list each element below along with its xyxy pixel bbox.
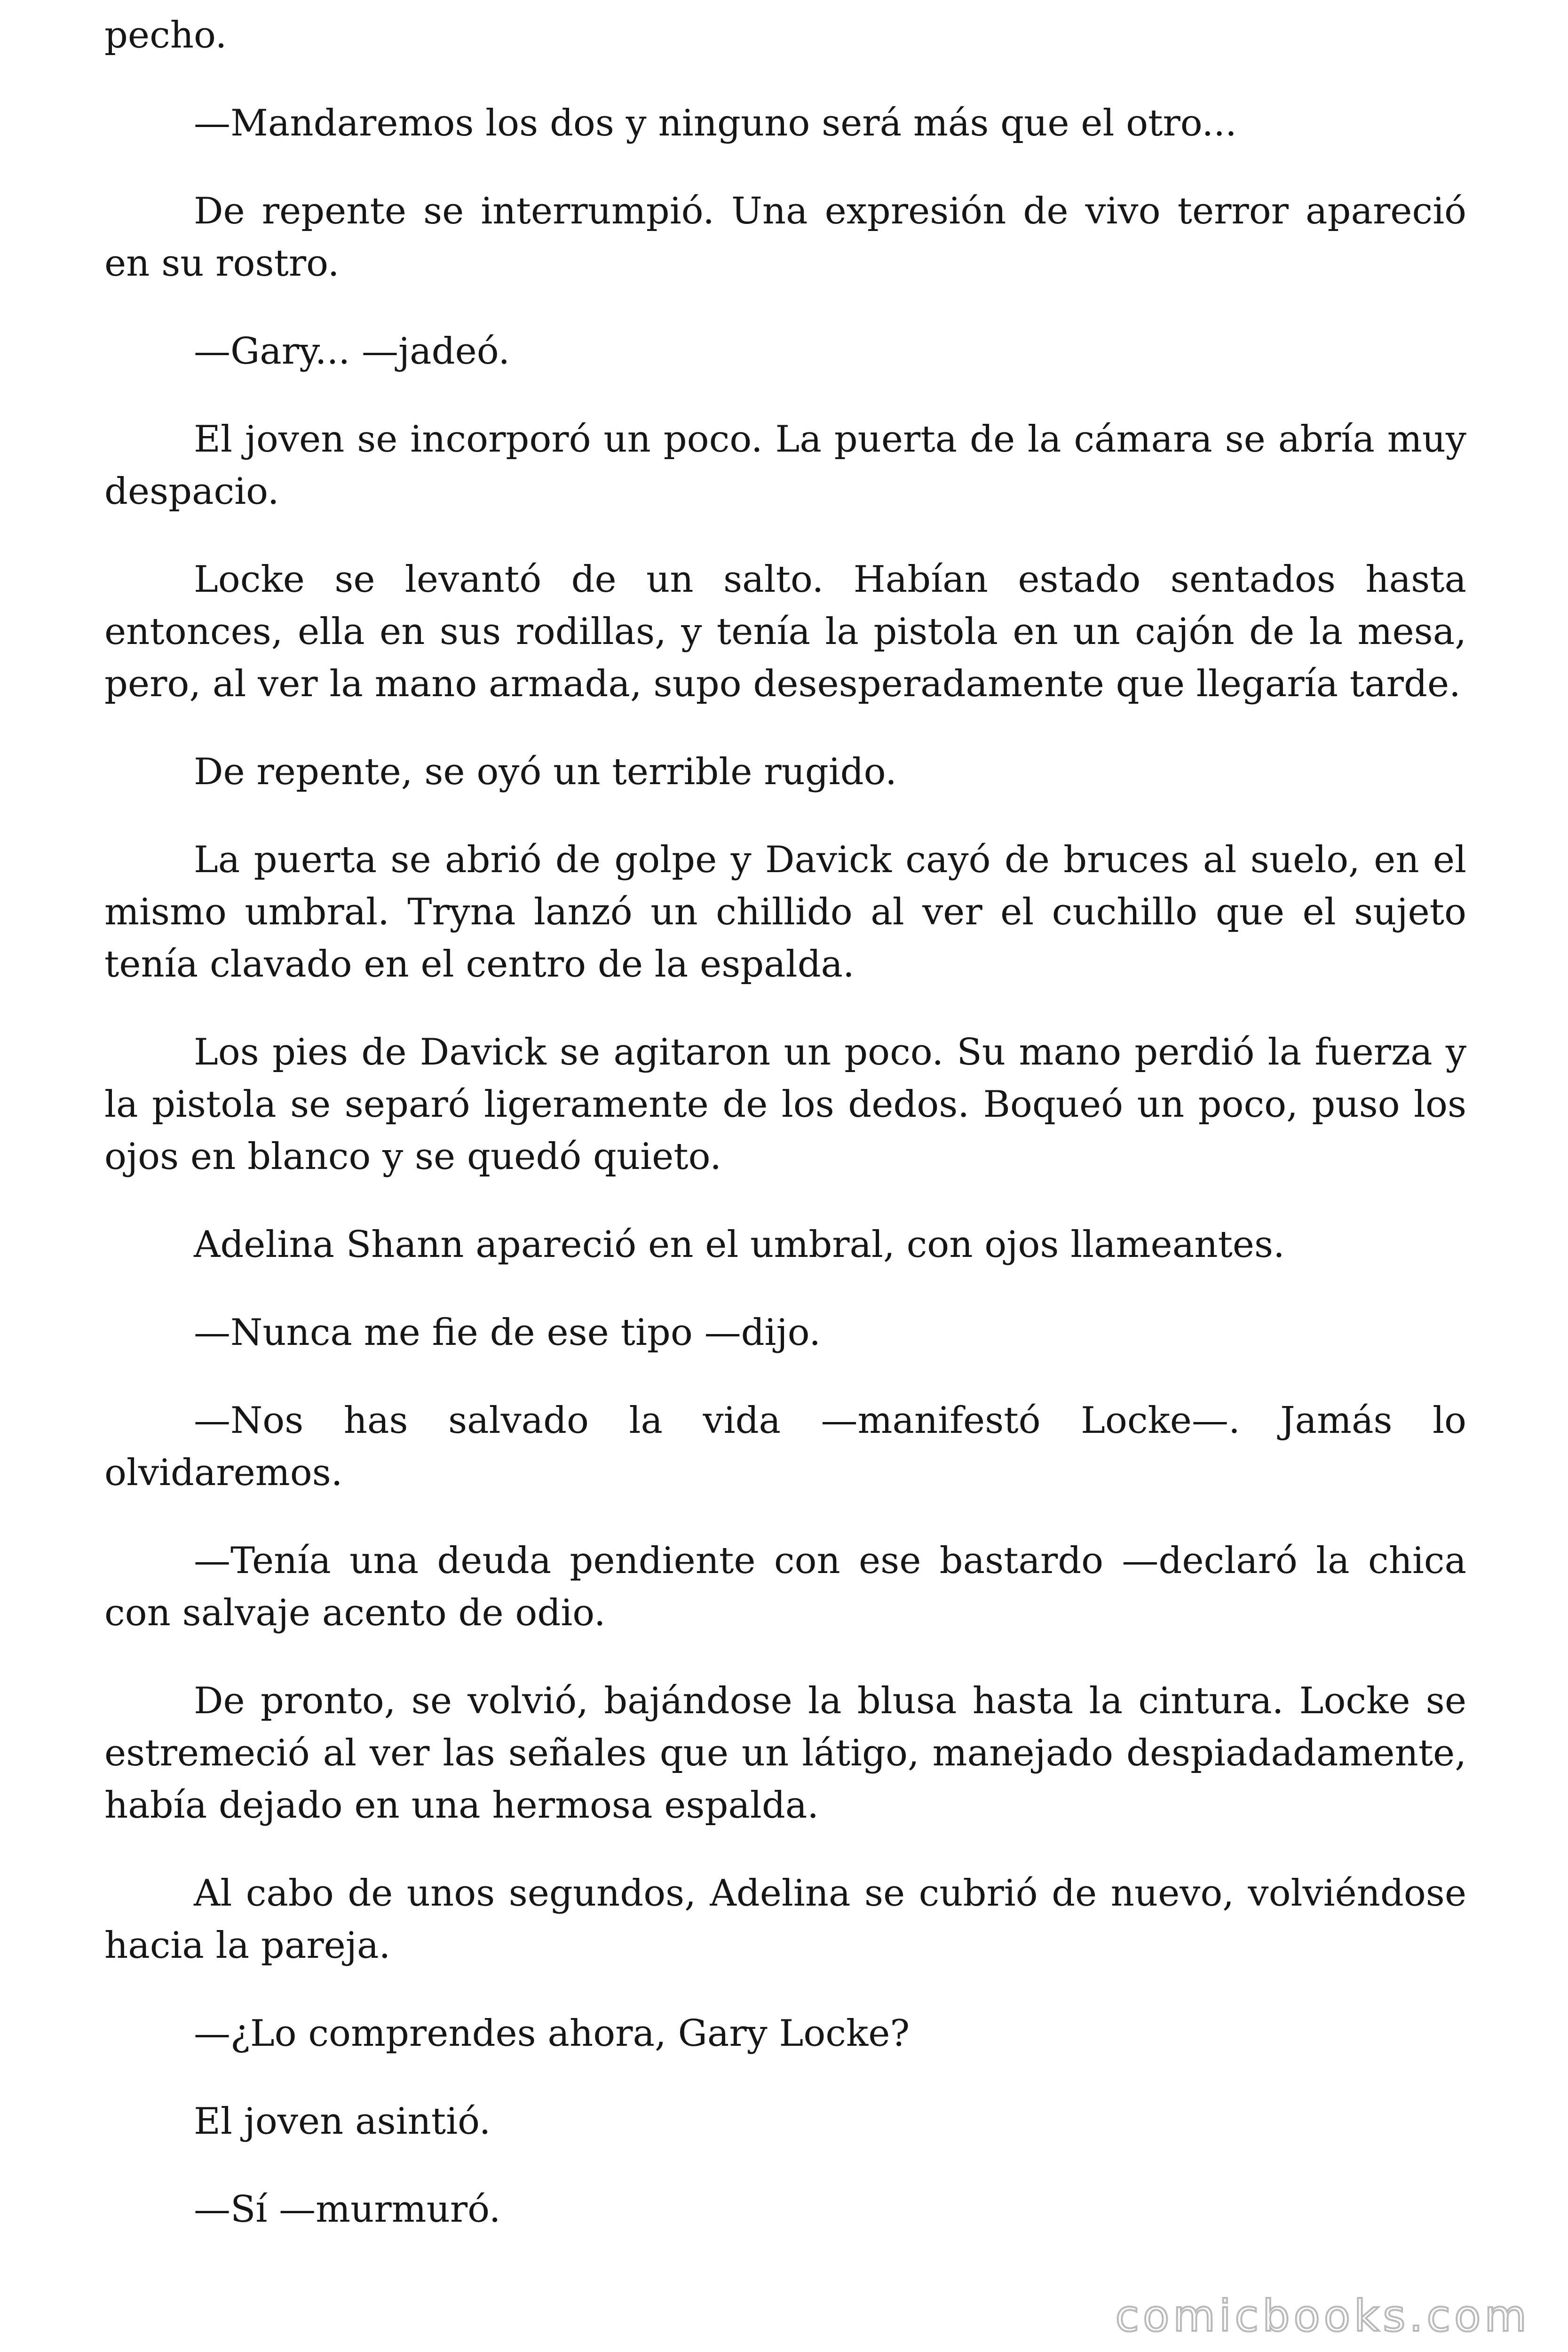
paragraph: Locke se levantó de un salto. Habían estado sentados hasta entonces, ella en sus rodillas, y tenía la pistola en un cajón de la mesa, pero, al ver la mano armada, supo desesperadamente que llegaría tarde.: [104, 558, 1466, 705]
paragraph: El joven se incorporó un poco. La puerta de la cámara se abría muy despacio.: [104, 418, 1466, 513]
page-body: [104, 9, 1466, 2236]
paragraph: Los pies de Davick se agitaron un poco. Su mano perdió la fuerza y la pistola se separó ligeramente de los dedos. Boqueó un poco, puso los ojos en blanco y se quedó quieto.: [104, 1031, 1466, 1178]
paragraph: La puerta se abrió de golpe y Davick cayó de bruces al suelo, en el mismo umbral. Tryna lanzó un chillido al ver el cuchillo que el sujeto tenía clavado en el centro de la espalda.: [104, 839, 1466, 985]
paragraph: —Nos has salvado la vida —manifestó Locke—. Jamás lo olvidaremos.: [104, 1399, 1466, 1494]
paragraph: De repente, se oyó un terrible rugido.: [194, 751, 897, 793]
paragraph-continuation: pecho.: [104, 14, 227, 56]
paragraph: —Nunca me fie de ese tipo —dijo.: [194, 1311, 821, 1354]
paragraph: —Tenía una deuda pendiente con ese bastardo —declaró la chica con salvaje acento de odio.: [104, 1540, 1466, 1634]
paragraph: De repente se interrumpió. Una expresión de vivo terror apareció en su rostro.: [104, 190, 1466, 285]
paragraph: Adelina Shann apareció en el umbral, con ojos llameantes.: [194, 1224, 1285, 1266]
paragraph: De pronto, se volvió, bajándose la blusa hasta la cintura. Locke se estremeció al ver las señales que un látigo, manejado despiadadamente, había dejado en una hermosa espalda.: [104, 1680, 1466, 1827]
paragraph: El joven asintió.: [194, 2100, 491, 2143]
paragraph: —Mandaremos los dos y ninguno será más que el otro...: [194, 102, 1237, 144]
paragraph: Al cabo de unos segundos, Adelina se cubrió de nuevo, volviéndose hacia la pareja.: [104, 1872, 1466, 1967]
paragraph: —Gary... —jadeó.: [194, 330, 510, 373]
watermark-logo: comicbooks.com: [1115, 2291, 1530, 2341]
paragraph: —Sí —murmuró.: [194, 2188, 501, 2231]
paragraph: —¿Lo comprendes ahora, Gary Locke?: [194, 2012, 910, 2055]
